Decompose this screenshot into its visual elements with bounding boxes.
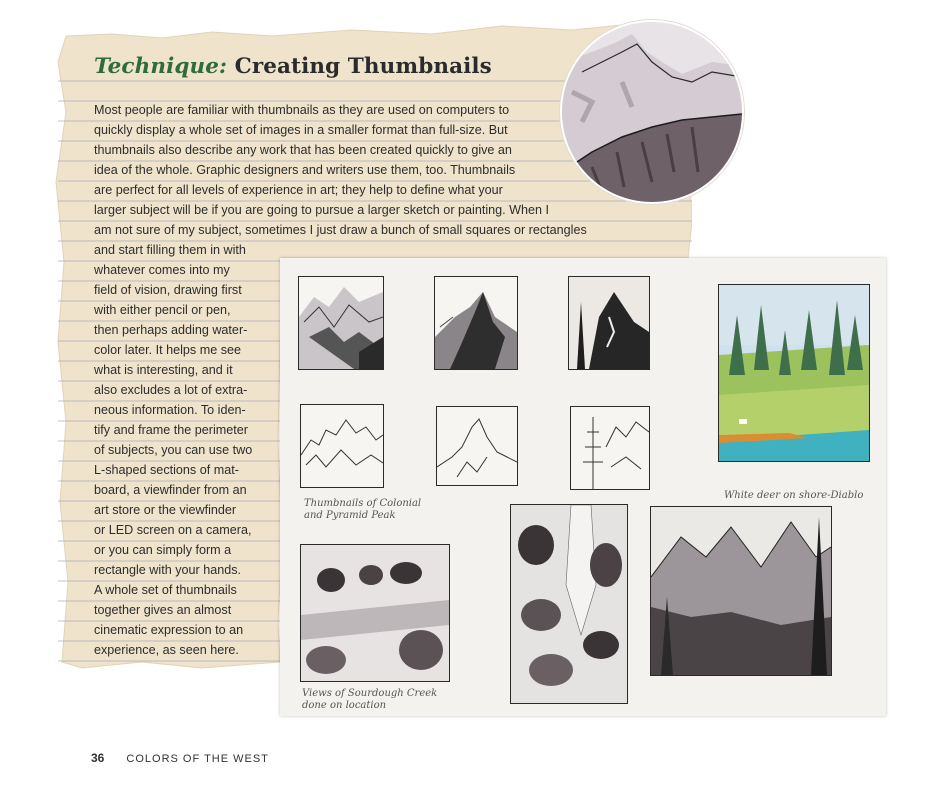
caption-deer: White deer on shore-Diablo — [724, 490, 864, 501]
thumbnail-waterfall — [510, 504, 628, 704]
sketchbook-page-image — [280, 258, 886, 716]
text-line: tify and frame the perimeter — [94, 423, 248, 437]
text-line: with either pencil or pen, — [94, 303, 231, 317]
text-line: art store or the viewfinder — [94, 503, 237, 517]
caption-line: and Pyramid Peak — [304, 510, 396, 521]
text-line: cinematic expression to an — [94, 623, 244, 637]
caption-line: Thumbnails of Colonial — [304, 498, 422, 509]
text-line: am not sure of my subject, sometimes I just draw a bunch of small squares or rectangles — [94, 223, 587, 237]
text-line: color later. It helps me see — [94, 343, 241, 357]
text-line: neous information. To iden- — [94, 403, 246, 417]
thumbnail-sketch — [298, 276, 384, 370]
page-footer — [91, 751, 269, 765]
text-line: what is interesting, and it — [94, 363, 233, 377]
thumbnail-sketch — [568, 276, 650, 370]
text-line: A whole set of thumbnails — [94, 583, 237, 597]
text-line: experience, as seen here. — [94, 643, 239, 657]
thumbnail-creek — [300, 544, 450, 682]
text-line: Most people are familiar with thumbnails as they are used on computers to — [94, 103, 510, 117]
caption-creek — [302, 688, 437, 712]
text-line: board, a viewfinder from an — [94, 483, 247, 497]
text-line: then perhaps adding water- — [94, 323, 248, 337]
thumbnail-outline-sketch — [570, 406, 650, 490]
text-line: larger subject will be if you are going to pursue a larger sketch or painting. When I — [94, 203, 550, 217]
thumbnail-outline-sketch — [436, 406, 518, 486]
thumbnail-sketch — [434, 276, 518, 370]
text-line: together gives an almost — [94, 603, 232, 617]
text-line: or LED screen on a camera, — [94, 523, 252, 537]
text-line: also excludes a lot of extra- — [94, 383, 248, 397]
text-line: and start filling them in with — [94, 243, 246, 257]
text-line: field of vision, drawing first — [94, 283, 242, 297]
thumbnail-mountain-valley — [650, 506, 832, 676]
text-line: or you can simply form a — [94, 543, 232, 557]
mountain-detail-image — [560, 20, 744, 204]
text-line: L-shaped sections of mat- — [94, 463, 239, 477]
text-line: thumbnails also describe any work that has been created quickly to give an — [94, 143, 512, 157]
page-number: 36 — [91, 751, 105, 765]
text-line: rectangle with your hands. — [94, 563, 242, 577]
thumbnail-watercolor-deer — [718, 284, 870, 462]
text-line: whatever comes into my — [94, 263, 230, 277]
text-line: are perfect for all levels of experience in art; they help to define what your — [94, 183, 503, 197]
text-line: quickly display a whole set of images in a smaller format than full-size. But — [94, 123, 508, 137]
title-keyword: Technique: — [94, 54, 228, 79]
text-line: of subjects, you can use two — [94, 443, 253, 457]
caption-line: Views of Sourdough Creek — [302, 688, 438, 699]
caption-colonial — [304, 498, 421, 522]
caption-line: done on location — [302, 700, 387, 711]
text-line: idea of the whole. Graphic designers and writers use them, too. Thumbnails — [94, 163, 516, 177]
title-text: Creating Thumbnails — [234, 54, 492, 79]
page-title — [94, 54, 492, 79]
running-title: COLORS OF THE WEST — [126, 753, 269, 765]
thumbnail-outline-sketch — [300, 404, 384, 488]
